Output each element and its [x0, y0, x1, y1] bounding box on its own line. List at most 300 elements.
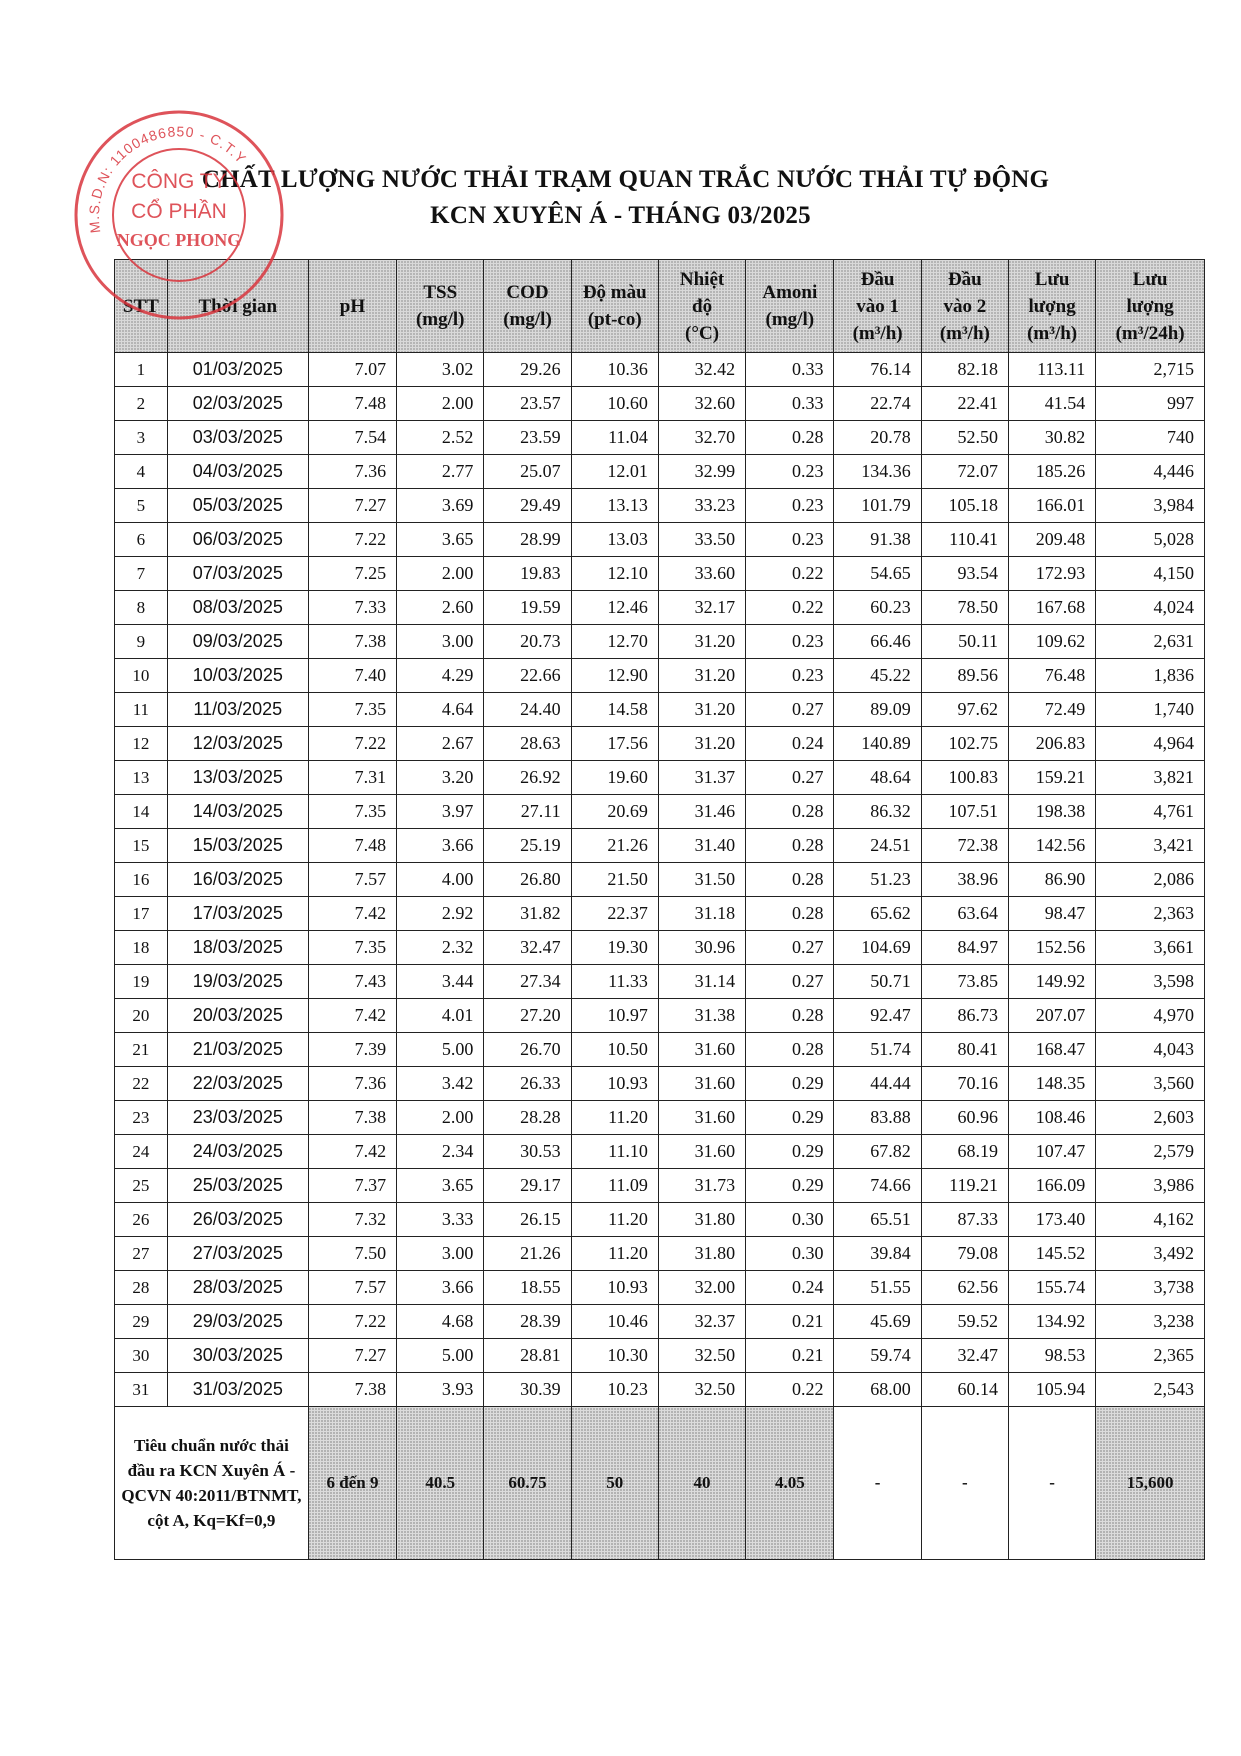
- row-value: 0.28: [746, 829, 834, 863]
- row-value: 10.23: [571, 1373, 658, 1407]
- row-value: 0.29: [746, 1169, 834, 1203]
- row-value: 0.21: [746, 1339, 834, 1373]
- row-value: 7.35: [308, 931, 396, 965]
- row-value: 74.66: [834, 1169, 921, 1203]
- row-number: 1: [115, 353, 168, 387]
- row-value: 209.48: [1008, 523, 1095, 557]
- row-value: 7.27: [308, 1339, 396, 1373]
- row-value: 0.22: [746, 557, 834, 591]
- row-value: 11.20: [571, 1203, 658, 1237]
- row-number: 8: [115, 591, 168, 625]
- row-value: 98.53: [1008, 1339, 1095, 1373]
- row-value: 44.44: [834, 1067, 921, 1101]
- row-value: 80.41: [921, 1033, 1008, 1067]
- row-number: 27: [115, 1237, 168, 1271]
- row-value: 142.56: [1008, 829, 1095, 863]
- row-value: 101.79: [834, 489, 921, 523]
- row-value: 0.29: [746, 1101, 834, 1135]
- row-value: 31.73: [658, 1169, 745, 1203]
- row-value: 3,492: [1096, 1237, 1205, 1271]
- row-value: 4,964: [1096, 727, 1205, 761]
- row-value: 0.28: [746, 1033, 834, 1067]
- row-value: 89.09: [834, 693, 921, 727]
- row-number: 12: [115, 727, 168, 761]
- header-line: (mg/l): [415, 309, 465, 330]
- row-value: 10.93: [571, 1271, 658, 1305]
- row-value: 32.70: [658, 421, 745, 455]
- row-value: 5.00: [397, 1033, 484, 1067]
- table-row: [115, 1339, 1205, 1373]
- row-date: 31/03/2025: [167, 1373, 308, 1407]
- row-number: 21: [115, 1033, 168, 1067]
- row-value: 0.23: [746, 455, 834, 489]
- row-value: 76.14: [834, 353, 921, 387]
- header-line: (m³/24h): [1115, 322, 1185, 344]
- row-date: 01/03/2025: [167, 353, 308, 387]
- row-value: 10.30: [571, 1339, 658, 1373]
- row-number: 15: [115, 829, 168, 863]
- row-value: 0.22: [746, 591, 834, 625]
- row-value: 109.62: [1008, 625, 1095, 659]
- row-value: 98.47: [1008, 897, 1095, 931]
- row-value: 13.13: [571, 489, 658, 523]
- row-value: 7.31: [308, 761, 396, 795]
- row-date: 25/03/2025: [167, 1169, 308, 1203]
- row-date: 13/03/2025: [167, 761, 308, 795]
- row-value: 0.27: [746, 693, 834, 727]
- row-value: 3.66: [397, 1271, 484, 1305]
- row-value: 32.00: [658, 1271, 745, 1305]
- row-value: 28.81: [484, 1339, 571, 1373]
- row-value: 7.38: [308, 1373, 396, 1407]
- row-value: 145.52: [1008, 1237, 1095, 1271]
- row-number: 25: [115, 1169, 168, 1203]
- row-date: 29/03/2025: [167, 1305, 308, 1339]
- row-value: 28.28: [484, 1101, 571, 1135]
- row-value: 206.83: [1008, 727, 1095, 761]
- row-value: 38.96: [921, 863, 1008, 897]
- row-value: 45.69: [834, 1305, 921, 1339]
- row-value: 2.00: [397, 1101, 484, 1135]
- table-row: [115, 1135, 1205, 1169]
- row-value: 68.00: [834, 1373, 921, 1407]
- row-value: 31.40: [658, 829, 745, 863]
- row-date: 17/03/2025: [167, 897, 308, 931]
- row-value: 7.22: [308, 1305, 396, 1339]
- row-value: 10.60: [571, 387, 658, 421]
- row-date: 16/03/2025: [167, 863, 308, 897]
- row-value: 3.97: [397, 795, 484, 829]
- row-value: 20.73: [484, 625, 571, 659]
- header-cell: [484, 260, 571, 353]
- row-value: 7.42: [308, 897, 396, 931]
- row-value: 45.22: [834, 659, 921, 693]
- row-value: 2.52: [397, 421, 484, 455]
- table-row: [115, 795, 1205, 829]
- row-value: 0.29: [746, 1067, 834, 1101]
- row-value: 7.43: [308, 965, 396, 999]
- row-value: 7.07: [308, 353, 396, 387]
- row-value: 7.40: [308, 659, 396, 693]
- row-value: 13.03: [571, 523, 658, 557]
- row-value: 3.66: [397, 829, 484, 863]
- row-value: 92.47: [834, 999, 921, 1033]
- row-number: 20: [115, 999, 168, 1033]
- row-value: 31.80: [658, 1237, 745, 1271]
- row-value: 0.29: [746, 1135, 834, 1169]
- row-value: 3.00: [397, 625, 484, 659]
- row-date: 30/03/2025: [167, 1339, 308, 1373]
- row-value: 7.36: [308, 455, 396, 489]
- row-value: 1,836: [1096, 659, 1205, 693]
- row-number: 30: [115, 1339, 168, 1373]
- row-number: 5: [115, 489, 168, 523]
- row-value: 12.90: [571, 659, 658, 693]
- row-value: 11.20: [571, 1101, 658, 1135]
- document-title-line1: CHẤT LƯỢNG NƯỚC THẢI TRẠM QUAN TRẮC NƯỚC THẢI TỰ ĐỘNG: [201, 166, 1050, 193]
- table-row: [115, 489, 1205, 523]
- row-value: 7.57: [308, 1271, 396, 1305]
- row-value: 2,365: [1096, 1339, 1205, 1373]
- row-value: 50.71: [834, 965, 921, 999]
- row-value: 65.51: [834, 1203, 921, 1237]
- row-value: 31.60: [658, 1101, 745, 1135]
- header-line: (m³/h): [852, 322, 903, 344]
- header-cell: [571, 260, 658, 353]
- row-number: 28: [115, 1271, 168, 1305]
- row-value: 0.23: [746, 523, 834, 557]
- row-value: 62.56: [921, 1271, 1008, 1305]
- row-value: 59.74: [834, 1339, 921, 1373]
- row-value: 3,661: [1096, 931, 1205, 965]
- row-value: 22.41: [921, 387, 1008, 421]
- row-value: 168.47: [1008, 1033, 1095, 1067]
- row-value: 7.27: [308, 489, 396, 523]
- standard-value: 40: [658, 1407, 745, 1560]
- row-value: 67.82: [834, 1135, 921, 1169]
- row-value: 7.22: [308, 727, 396, 761]
- row-value: 31.80: [658, 1203, 745, 1237]
- row-value: 68.19: [921, 1135, 1008, 1169]
- header-line: (mg/l): [503, 309, 552, 330]
- row-date: 27/03/2025: [167, 1237, 308, 1271]
- table-row: [115, 965, 1205, 999]
- row-value: 0.24: [746, 1271, 834, 1305]
- header-line: STT: [122, 295, 159, 317]
- row-date: 26/03/2025: [167, 1203, 308, 1237]
- row-value: 3,421: [1096, 829, 1205, 863]
- table-row: [115, 353, 1205, 387]
- company-stamp: [70, 106, 288, 324]
- table-row: [115, 897, 1205, 931]
- row-value: 30.82: [1008, 421, 1095, 455]
- row-value: 4.01: [397, 999, 484, 1033]
- row-value: 149.92: [1008, 965, 1095, 999]
- row-value: 10.93: [571, 1067, 658, 1101]
- row-value: 140.89: [834, 727, 921, 761]
- row-date: 09/03/2025: [167, 625, 308, 659]
- row-value: 91.38: [834, 523, 921, 557]
- row-value: 73.85: [921, 965, 1008, 999]
- row-value: 0.28: [746, 421, 834, 455]
- table-row: [115, 999, 1205, 1033]
- row-date: 07/03/2025: [167, 557, 308, 591]
- row-value: 72.07: [921, 455, 1008, 489]
- row-value: 12.01: [571, 455, 658, 489]
- table-row: [115, 387, 1205, 421]
- table-row: [115, 863, 1205, 897]
- row-value: 172.93: [1008, 557, 1095, 591]
- row-value: 0.30: [746, 1203, 834, 1237]
- row-value: 66.46: [834, 625, 921, 659]
- document-title-line2: KCN XUYÊN Á - THÁNG 03/2025: [430, 202, 811, 229]
- row-value: 107.51: [921, 795, 1008, 829]
- header-line: COD: [506, 282, 549, 303]
- row-value: 4.29: [397, 659, 484, 693]
- row-date: 15/03/2025: [167, 829, 308, 863]
- row-value: 7.39: [308, 1033, 396, 1067]
- row-value: 22.66: [484, 659, 571, 693]
- row-value: 10.46: [571, 1305, 658, 1339]
- row-value: 3.69: [397, 489, 484, 523]
- row-value: 11.09: [571, 1169, 658, 1203]
- row-date: 20/03/2025: [167, 999, 308, 1033]
- row-value: 104.69: [834, 931, 921, 965]
- row-value: 0.28: [746, 897, 834, 931]
- row-value: 100.83: [921, 761, 1008, 795]
- row-date: 02/03/2025: [167, 387, 308, 421]
- row-value: 31.50: [658, 863, 745, 897]
- row-value: 167.68: [1008, 591, 1095, 625]
- header-line: (m³/h): [939, 322, 990, 344]
- row-value: 3.20: [397, 761, 484, 795]
- row-value: 0.27: [746, 965, 834, 999]
- row-value: 32.50: [658, 1339, 745, 1373]
- row-value: 89.56: [921, 659, 1008, 693]
- row-value: 3,598: [1096, 965, 1205, 999]
- row-value: 4,024: [1096, 591, 1205, 625]
- row-value: 110.41: [921, 523, 1008, 557]
- row-value: 166.09: [1008, 1169, 1095, 1203]
- row-value: 148.35: [1008, 1067, 1095, 1101]
- row-value: 32.47: [921, 1339, 1008, 1373]
- row-value: 0.21: [746, 1305, 834, 1339]
- row-value: 83.88: [834, 1101, 921, 1135]
- standard-value: 6 đến 9: [308, 1407, 396, 1560]
- row-number: 2: [115, 387, 168, 421]
- standard-label: Tiêu chuẩn nước thải đầu ra KCN Xuyên Á - QCVN 40:2011/BTNMT, cột A, Kq=Kf=0,9: [115, 1407, 309, 1560]
- row-value: 26.80: [484, 863, 571, 897]
- water-quality-table: [114, 259, 1205, 1560]
- header-cell: [1008, 260, 1095, 353]
- row-value: 7.54: [308, 421, 396, 455]
- header-line: Nhiệt: [679, 268, 725, 290]
- table-row: [115, 1237, 1205, 1271]
- row-value: 30.96: [658, 931, 745, 965]
- row-value: 7.32: [308, 1203, 396, 1237]
- standard-value: 60.75: [484, 1407, 571, 1560]
- row-value: 97.62: [921, 693, 1008, 727]
- header-line: (°C): [685, 322, 720, 344]
- row-value: 0.27: [746, 761, 834, 795]
- row-value: 2.60: [397, 591, 484, 625]
- row-value: 21.50: [571, 863, 658, 897]
- row-value: 30.53: [484, 1135, 571, 1169]
- row-value: 20.78: [834, 421, 921, 455]
- row-value: 3.65: [397, 1169, 484, 1203]
- row-date: 14/03/2025: [167, 795, 308, 829]
- row-value: 3.33: [397, 1203, 484, 1237]
- row-value: 997: [1096, 387, 1205, 421]
- row-number: 7: [115, 557, 168, 591]
- row-value: 3,986: [1096, 1169, 1205, 1203]
- row-value: 3,821: [1096, 761, 1205, 795]
- row-value: 31.18: [658, 897, 745, 931]
- row-value: 54.65: [834, 557, 921, 591]
- row-value: 4.64: [397, 693, 484, 727]
- row-value: 2.00: [397, 557, 484, 591]
- row-value: 27.11: [484, 795, 571, 829]
- table-row: [115, 1169, 1205, 1203]
- table-row: [115, 659, 1205, 693]
- row-value: 32.37: [658, 1305, 745, 1339]
- row-value: 155.74: [1008, 1271, 1095, 1305]
- row-value: 3.44: [397, 965, 484, 999]
- row-value: 51.55: [834, 1271, 921, 1305]
- row-value: 2,579: [1096, 1135, 1205, 1169]
- row-value: 60.96: [921, 1101, 1008, 1135]
- row-value: 4,043: [1096, 1033, 1205, 1067]
- row-date: 19/03/2025: [167, 965, 308, 999]
- row-value: 0.23: [746, 659, 834, 693]
- row-value: 108.46: [1008, 1101, 1095, 1135]
- row-value: 32.17: [658, 591, 745, 625]
- row-value: 0.28: [746, 795, 834, 829]
- row-value: 59.52: [921, 1305, 1008, 1339]
- table-row: [115, 1067, 1205, 1101]
- row-value: 26.70: [484, 1033, 571, 1067]
- row-value: 2.67: [397, 727, 484, 761]
- row-value: 2,603: [1096, 1101, 1205, 1135]
- row-value: 740: [1096, 421, 1205, 455]
- row-value: 60.14: [921, 1373, 1008, 1407]
- row-value: 2,543: [1096, 1373, 1205, 1407]
- row-value: 7.57: [308, 863, 396, 897]
- table-row: [115, 1101, 1205, 1135]
- row-value: 30.39: [484, 1373, 571, 1407]
- row-value: 79.08: [921, 1237, 1008, 1271]
- row-value: 82.18: [921, 353, 1008, 387]
- row-value: 7.35: [308, 795, 396, 829]
- row-value: 23.59: [484, 421, 571, 455]
- row-value: 2,086: [1096, 863, 1205, 897]
- row-value: 31.38: [658, 999, 745, 1033]
- row-value: 105.94: [1008, 1373, 1095, 1407]
- stamp-line2: CỔ PHẦN: [131, 200, 227, 223]
- row-value: 17.56: [571, 727, 658, 761]
- row-value: 26.33: [484, 1067, 571, 1101]
- row-value: 119.21: [921, 1169, 1008, 1203]
- row-number: 29: [115, 1305, 168, 1339]
- header-cell: [1096, 260, 1205, 353]
- header-cell: [397, 260, 484, 353]
- row-value: 52.50: [921, 421, 1008, 455]
- row-date: 06/03/2025: [167, 523, 308, 557]
- row-value: 41.54: [1008, 387, 1095, 421]
- row-value: 7.35: [308, 693, 396, 727]
- row-value: 2,631: [1096, 625, 1205, 659]
- row-value: 32.50: [658, 1373, 745, 1407]
- stamp-id-text: M.S.D.N: 1100486850 - C.T.Y: [85, 123, 250, 235]
- row-value: 0.23: [746, 489, 834, 523]
- row-number: 3: [115, 421, 168, 455]
- row-value: 32.99: [658, 455, 745, 489]
- row-value: 4,761: [1096, 795, 1205, 829]
- row-value: 50.11: [921, 625, 1008, 659]
- row-value: 7.25: [308, 557, 396, 591]
- row-date: 04/03/2025: [167, 455, 308, 489]
- row-value: 21.26: [484, 1237, 571, 1271]
- standard-value: 40.5: [397, 1407, 484, 1560]
- row-date: 08/03/2025: [167, 591, 308, 625]
- table-row: [115, 931, 1205, 965]
- row-value: 86.73: [921, 999, 1008, 1033]
- row-value: 26.15: [484, 1203, 571, 1237]
- row-value: 31.14: [658, 965, 745, 999]
- row-value: 18.55: [484, 1271, 571, 1305]
- row-value: 159.21: [1008, 761, 1095, 795]
- row-value: 20.69: [571, 795, 658, 829]
- row-value: 76.48: [1008, 659, 1095, 693]
- row-value: 14.58: [571, 693, 658, 727]
- row-value: 5,028: [1096, 523, 1205, 557]
- table-row: [115, 591, 1205, 625]
- row-value: 207.07: [1008, 999, 1095, 1033]
- header-line: (mg/l): [765, 309, 815, 330]
- header-line: TSS: [423, 282, 458, 303]
- row-value: 25.19: [484, 829, 571, 863]
- row-value: 72.49: [1008, 693, 1095, 727]
- row-value: 32.42: [658, 353, 745, 387]
- row-value: 70.16: [921, 1067, 1008, 1101]
- standard-value: 50: [571, 1407, 658, 1560]
- row-value: 113.11: [1008, 353, 1095, 387]
- row-number: 13: [115, 761, 168, 795]
- row-value: 173.40: [1008, 1203, 1095, 1237]
- row-value: 0.24: [746, 727, 834, 761]
- header-line: lượng: [1028, 295, 1076, 317]
- row-value: 19.59: [484, 591, 571, 625]
- standard-value: -: [834, 1407, 921, 1560]
- row-value: 10.97: [571, 999, 658, 1033]
- row-value: 7.42: [308, 1135, 396, 1169]
- table-row: [115, 455, 1205, 489]
- row-value: 65.62: [834, 897, 921, 931]
- row-number: 26: [115, 1203, 168, 1237]
- row-value: 105.18: [921, 489, 1008, 523]
- row-value: 32.60: [658, 387, 745, 421]
- row-value: 84.97: [921, 931, 1008, 965]
- row-value: 48.64: [834, 761, 921, 795]
- row-value: 4.00: [397, 863, 484, 897]
- row-value: 39.84: [834, 1237, 921, 1271]
- row-number: 11: [115, 693, 168, 727]
- row-value: 23.57: [484, 387, 571, 421]
- header-line: Đầu: [860, 268, 895, 290]
- row-value: 86.32: [834, 795, 921, 829]
- row-value: 19.83: [484, 557, 571, 591]
- row-value: 7.22: [308, 523, 396, 557]
